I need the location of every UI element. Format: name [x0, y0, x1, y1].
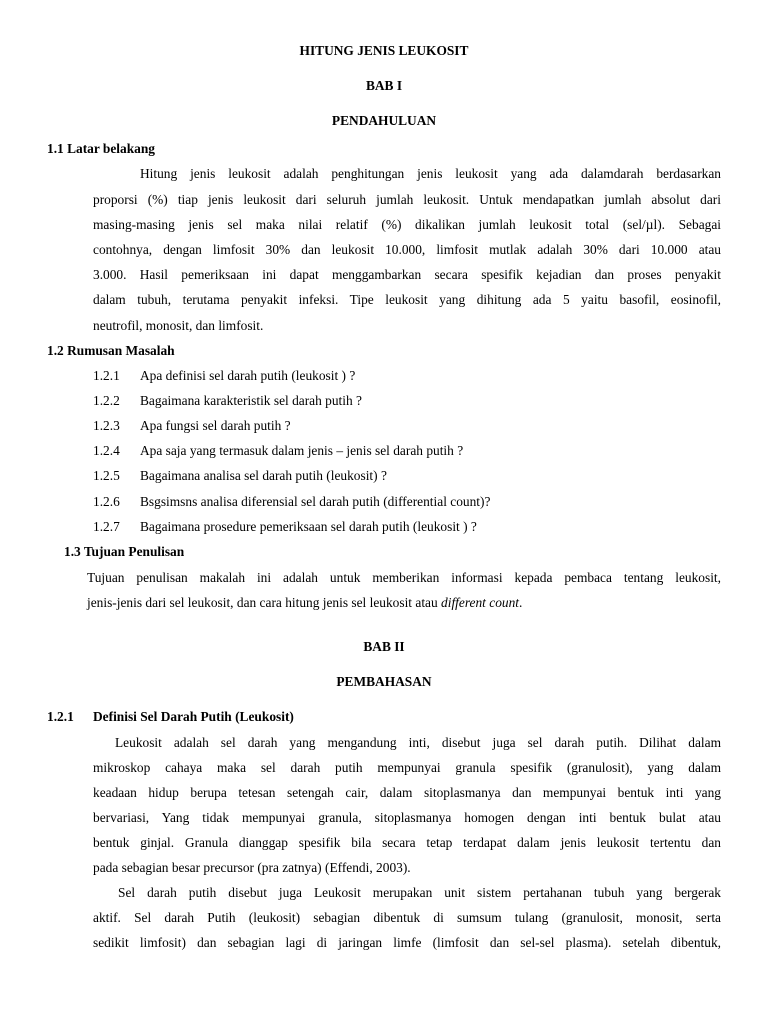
- paragraph-line: bervariasi, Yang tidak mempunyai granula, sitoplasmanya homogen dengan inti bentuk bulat atau: [93, 810, 721, 825]
- paragraph-line: [87, 595, 522, 611]
- paragraph-line: pada sebagian besar precursor (pra zatnya) (Effendi, 2003).: [93, 860, 411, 875]
- paragraph-text: jenis-jenis dari sel leukosit, dan cara hitung jenis sel leukosit atau: [87, 595, 442, 610]
- paragraph-line: mikroskop cahaya maka sel darah putih mempunyai granula spesifik (granulosit), yang dalam: [93, 760, 721, 775]
- list-item-number: 1.2.3: [93, 418, 120, 433]
- paragraph-line: aktif. Sel darah Putih (leukosit) sebagian dibentuk di sumsum tulang (granulosit, monosit, serta: [93, 910, 721, 925]
- chapter-label: BAB II: [363, 639, 405, 654]
- chapter-title: PENDAHULUAN: [331, 113, 437, 128]
- list-item-text: Bagaimana prosedure pemeriksaan sel darah putih (leukosit ) ?: [140, 519, 477, 534]
- paragraph-line: Tujuan penulisan makalah ini adalah untuk memberikan informasi kepada pembaca tentang leukosit,: [87, 570, 721, 585]
- subsection-heading: Definisi Sel Darah Putih (Leukosit): [93, 709, 294, 724]
- section-heading: 1.1 Latar belakang: [47, 141, 156, 156]
- list-item-text: Apa fungsi sel darah putih ?: [140, 418, 291, 433]
- list-item-text: Bsgsimsns analisa diferensial sel darah putih (differential count)?: [140, 494, 491, 509]
- list-item-number: 1.2.1: [93, 368, 120, 383]
- list-item-text: Bagaimana karakteristik sel darah putih ?: [140, 393, 362, 408]
- subsection-number: 1.2.1: [47, 709, 74, 724]
- paragraph-line: sedikit limfosit) dan sebagian lagi di jaringan limfe (limfosit dan sel-sel plasma). setelah dibentuk,: [93, 935, 721, 950]
- paragraph-text: .: [519, 595, 523, 610]
- paragraph-line: Sel darah putih disebut juga Leukosit merupakan unit sistem pertahanan tubuh yang bergerak: [118, 885, 721, 900]
- paragraph-line: keadaan hidup berupa tetesan setengah cair, dalam sitoplasmanya dan mempunyai bentuk inti yang: [93, 785, 721, 800]
- section-heading: 1.3 Tujuan Penulisan: [64, 544, 185, 559]
- paragraph-line: masing-masing jenis sel maka nilai relatif (%) dikalikan jumlah leukosit total (sel/µl). Sebagai: [93, 217, 721, 232]
- list-item-number: 1.2.4: [93, 443, 120, 458]
- section-heading: 1.2 Rumusan Masalah: [47, 343, 175, 358]
- paragraph-line: dalam tubuh, terutama penyakit infeksi. Tipe leukosit yang dihitung ada 5 yaitu basofil, eosinofil,: [93, 292, 721, 307]
- list-item-text: Bagaimana analisa sel darah putih (leukosit) ?: [140, 468, 387, 483]
- paragraph-line: contohnya, dengan limfosit 30% dan leukosit 10.000, limfosit mutlak adalah 30% dari 10.000 atau: [93, 242, 721, 257]
- list-item-number: 1.2.6: [93, 494, 120, 509]
- paragraph-line: Leukosit adalah sel darah yang mengandung inti, disebut juga sel darah putih. Dilihat dalam: [115, 735, 721, 750]
- list-item-number: 1.2.2: [93, 393, 120, 408]
- italic-term: different count: [441, 595, 520, 610]
- paragraph-line: Hitung jenis leukosit adalah penghitungan jenis leukosit yang ada dalamdarah berdasarkan: [140, 166, 721, 181]
- paragraph-line: bentuk ginjal. Granula dianggap spesifik bila secara tetap terdapat dalam jenis leukosit tertentu dan: [93, 835, 721, 850]
- chapter-title: PEMBAHASAN: [336, 674, 432, 689]
- list-item-number: 1.2.7: [93, 519, 120, 534]
- paragraph-line: neutrofil, monosit, dan limfosit.: [93, 318, 264, 333]
- document-title: HITUNG JENIS LEUKOSIT: [299, 43, 469, 58]
- paragraph-line: proporsi (%) tiap jenis leukosit dari seluruh jumlah leukosit. Untuk mendapatkan jumlah absolut dari: [93, 192, 721, 207]
- list-item-text: Apa saja yang termasuk dalam jenis – jenis sel darah putih ?: [140, 443, 464, 458]
- list-item-number: 1.2.5: [93, 468, 120, 483]
- chapter-label: BAB I: [365, 78, 403, 93]
- paragraph-line: 3.000. Hasil pemeriksaan ini dapat menggambarkan secara spesifik kejadian dan proses penyakit: [93, 267, 721, 282]
- list-item-text: Apa definisi sel darah putih (leukosit ) ?: [140, 368, 356, 383]
